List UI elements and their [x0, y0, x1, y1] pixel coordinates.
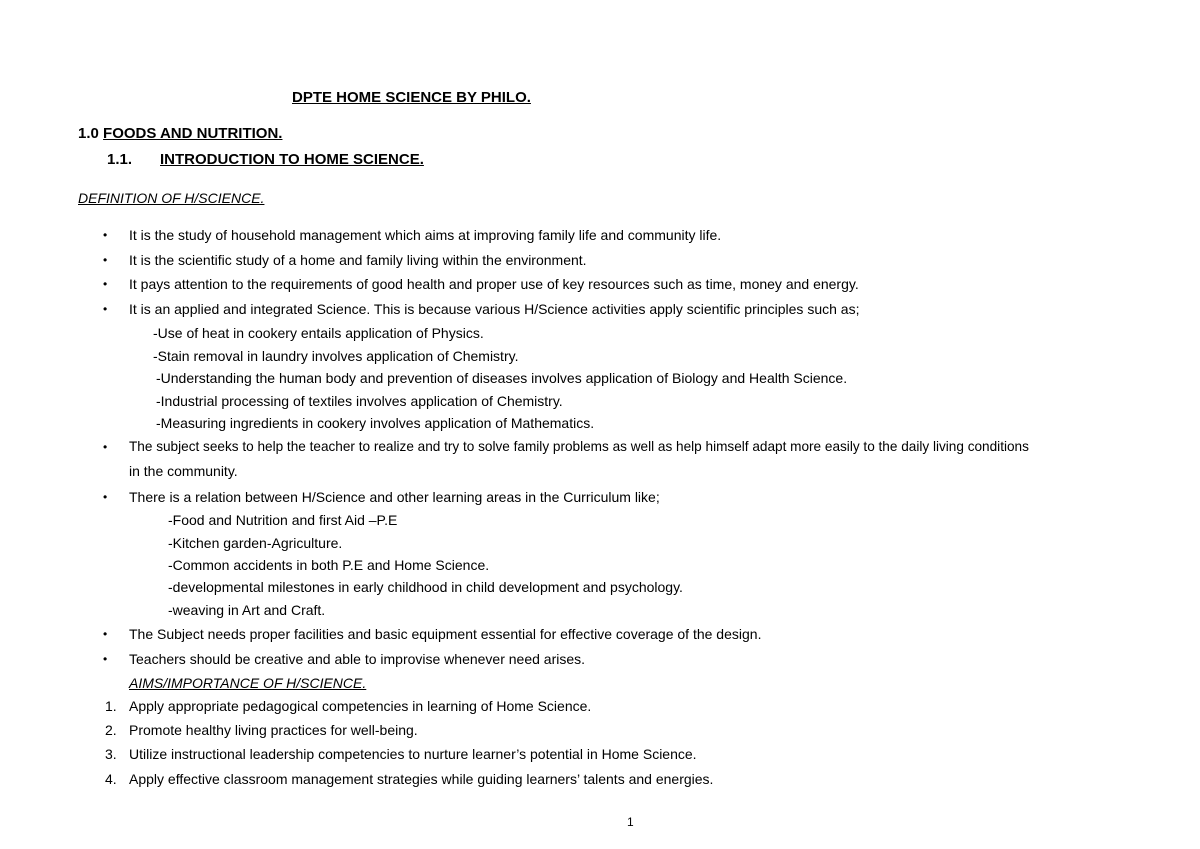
- definition-heading: DEFINITION OF H/SCIENCE.: [78, 190, 265, 206]
- section-label: FOODS AND NUTRITION.: [103, 125, 283, 142]
- example-line: -Food and Nutrition and first Aid –P.E: [168, 512, 398, 528]
- example-line: -Measuring ingredients in cookery involves application of Mathematics.: [156, 415, 595, 431]
- bullet-item: Teachers should be creative and able to improvise whenever need arises.: [129, 651, 586, 667]
- aim-item: Promote healthy living practices for well-being.: [129, 722, 418, 738]
- bullet-icon: •: [103, 253, 108, 267]
- aim-item: Utilize instructional leadership competencies to nurture learner’s potential in Home Science.: [129, 746, 697, 762]
- aim-number: 3.: [105, 746, 117, 762]
- example-line: -Common accidents in both P.E and Home Science.: [168, 557, 490, 573]
- bullet-item: The subject seeks to help the teacher to realize and try to solve family problems as well as help himself adapt more easily to the daily living conditions: [129, 439, 1029, 454]
- example-line: -Understanding the human body and prevention of diseases involves application of Biology and Health Science.: [156, 370, 848, 386]
- bullet-icon: •: [103, 228, 108, 242]
- bullet-icon: •: [103, 490, 108, 504]
- example-line: -Use of heat in cookery entails application of Physics.: [153, 325, 484, 341]
- document-title: DPTE HOME SCIENCE BY PHILO.: [292, 89, 531, 106]
- page-number: 1: [627, 815, 634, 829]
- bullet-item: It is the study of household management which aims at improving family life and community life.: [129, 227, 722, 243]
- example-line: -weaving in Art and Craft.: [168, 602, 326, 618]
- bullet-item: There is a relation between H/Science and other learning areas in the Curriculum like;: [129, 489, 660, 505]
- aim-number: 4.: [105, 771, 117, 787]
- example-line: -Industrial processing of textiles involves application of Chemistry.: [156, 393, 563, 409]
- bullet-icon: •: [103, 302, 108, 316]
- section-heading: [78, 124, 282, 144]
- example-line: -Kitchen garden-Agriculture.: [168, 535, 343, 551]
- aim-item: Apply appropriate pedagogical competencies in learning of Home Science.: [129, 698, 592, 714]
- bullet-icon: •: [103, 440, 108, 454]
- example-line: -developmental milestones in early childhood in child development and psychology.: [168, 579, 683, 595]
- aim-number: 2.: [105, 722, 117, 738]
- subsection-number: 1.1.: [107, 151, 133, 168]
- section-number: 1.0: [78, 125, 104, 142]
- bullet-item: It is the scientific study of a home and family living within the environment.: [129, 252, 587, 268]
- bullet-icon: •: [103, 627, 108, 641]
- aims-heading: AIMS/IMPORTANCE OF H/SCIENCE.: [129, 675, 367, 691]
- bullet-icon: •: [103, 652, 108, 666]
- bullet-item: The Subject needs proper facilities and basic equipment essential for effective coverage of the design.: [129, 626, 762, 642]
- bullet-item-continuation: in the community.: [129, 463, 238, 479]
- bullet-icon: •: [103, 277, 108, 291]
- bullet-item: It pays attention to the requirements of good health and proper use of key resources such as time, money and energy.: [129, 276, 859, 292]
- subsection-label: INTRODUCTION TO HOME SCIENCE.: [160, 151, 424, 168]
- aim-number: 1.: [105, 698, 117, 714]
- bullet-item: It is an applied and integrated Science. This is because various H/Science activities apply scientific principles such as;: [129, 301, 860, 317]
- aim-item: Apply effective classroom management strategies while guiding learners’ talents and energies.: [129, 771, 714, 787]
- subsection-heading: [160, 150, 424, 170]
- example-line: -Stain removal in laundry involves application of Chemistry.: [153, 348, 519, 364]
